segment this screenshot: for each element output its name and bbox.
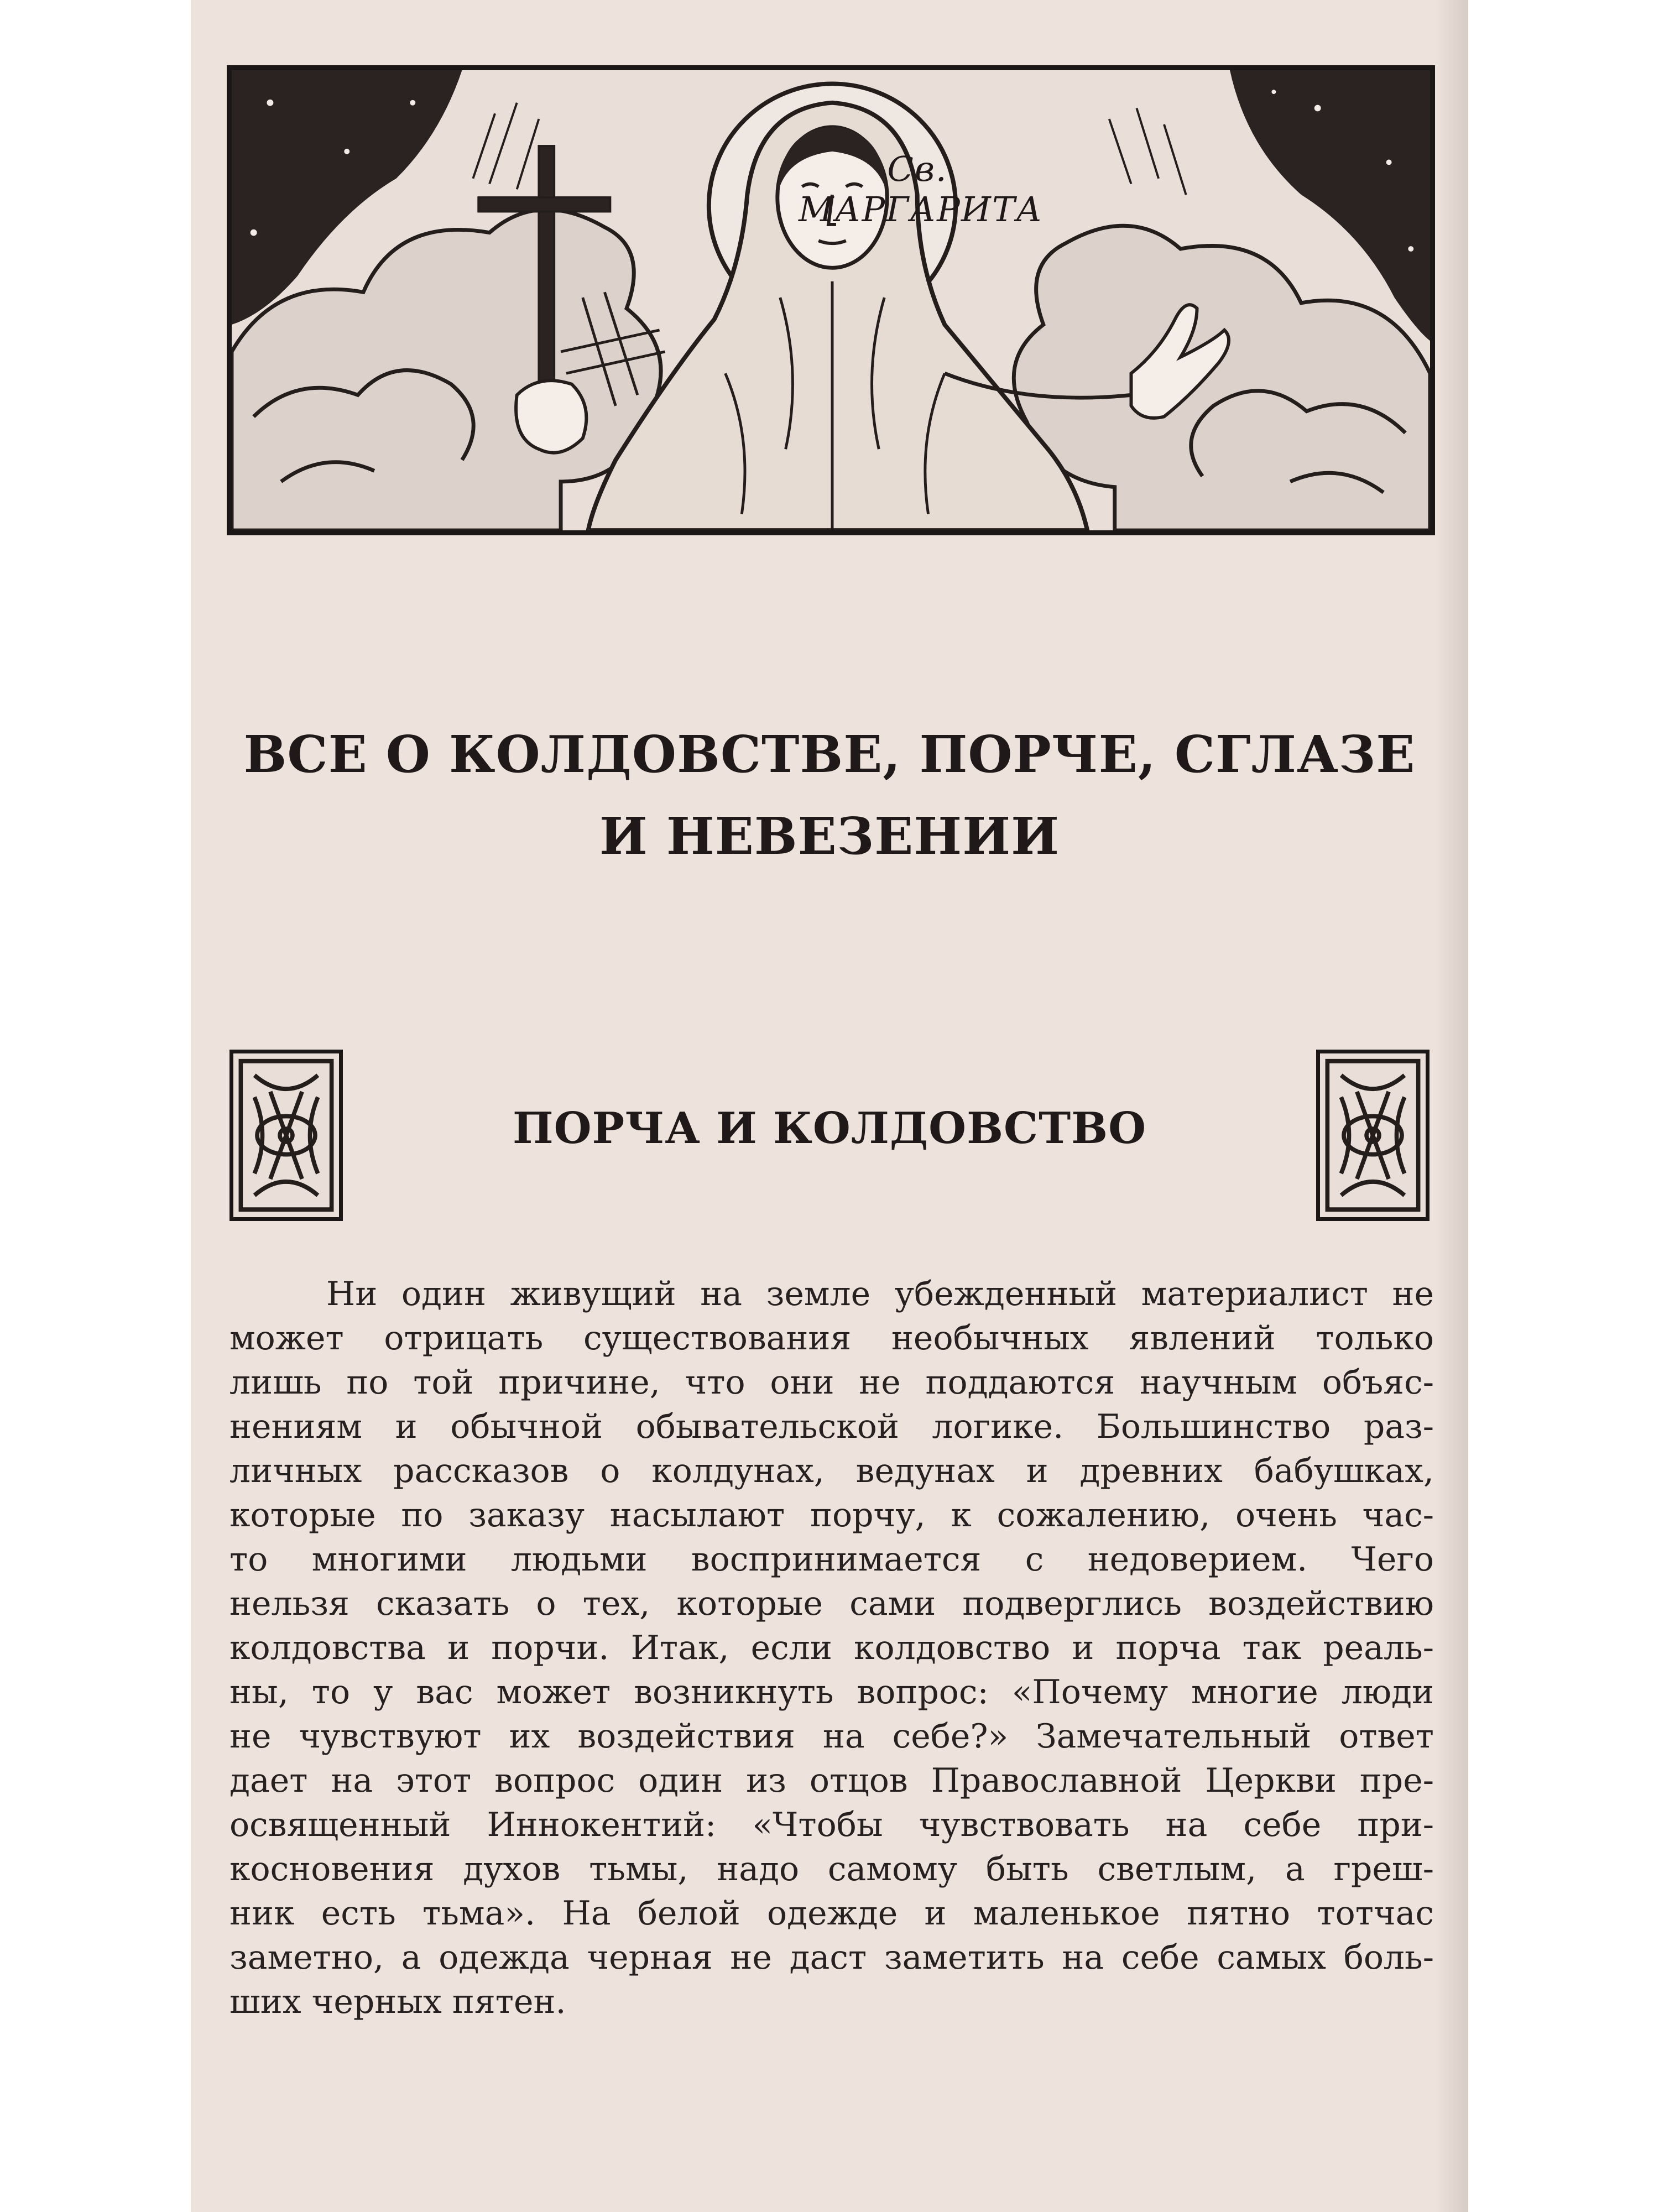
chapter-title-line-1: ВСЕ О КОЛДОВСТВЕ, ПОРЧЕ, СГЛАЗЕ <box>243 724 1416 784</box>
chapter-title <box>224 713 1435 877</box>
text-line: то многими людьми воспринимается с недоверием. Чего <box>229 1540 1434 1579</box>
text-line: не чувствуют их воздействия на себе?» Замечательный ответ <box>229 1717 1434 1756</box>
text-line: может отрицать существования необычных явлений только <box>229 1319 1434 1358</box>
celtic-knot-ornament-icon <box>229 1050 343 1221</box>
section-title: ПОРЧА И КОЛДОВСТВО <box>512 1103 1147 1154</box>
text-line: которые по заказу насылают порчу, к сожалению, очень час- <box>229 1496 1434 1535</box>
text-line: колдовства и порчи. Итак, если колдовство и порча так реаль- <box>229 1629 1434 1667</box>
text-line: косновения духов тьмы, надо самому быть светлым, а греш- <box>229 1850 1434 1888</box>
text-line: ны, то у вас может возникнуть вопрос: «Почему многие люди <box>229 1673 1434 1712</box>
chapter-title-line-2: И НЕВЕЗЕНИИ <box>599 806 1060 866</box>
text-line: заметно, а одежда черная не даст заметить на себе самых боль- <box>229 1938 1434 1977</box>
illustration-caption: Св. МАРГАРИТА <box>799 149 1044 229</box>
text-line: Ни один живущий на земле убежденный материалист не <box>326 1275 1434 1313</box>
celtic-knot-ornament-icon <box>1316 1050 1430 1221</box>
text-line: освященный Иннокентий: «Чтобы чувствовать на себе при- <box>229 1806 1434 1844</box>
body-paragraph <box>229 1272 1434 2024</box>
text-line: ших черных пятен. <box>229 1983 566 2021</box>
text-line: дает на этот вопрос один из отцов Православной Церкви пре- <box>229 1761 1434 1800</box>
saint-margarita-illustration <box>232 70 1430 530</box>
text-line: лишь по той причине, что они не поддаются научным объяс- <box>229 1363 1434 1402</box>
cloud-right <box>1014 226 1430 530</box>
text-line: личных рассказов о колдунах, ведунах и древних бабушках, <box>229 1452 1434 1490</box>
text-line: нениям и обычной обывательской логике. Большинство раз- <box>229 1407 1434 1446</box>
book-page <box>191 0 1468 2212</box>
saint-hand-left <box>516 380 586 453</box>
text-line: ник есть тьма». На белой одежде и маленькое пятно тотчас <box>229 1894 1434 1933</box>
illustration-banner <box>227 65 1435 535</box>
text-line: нельзя сказать о тех, которые сами подверглись воздействию <box>229 1584 1434 1623</box>
